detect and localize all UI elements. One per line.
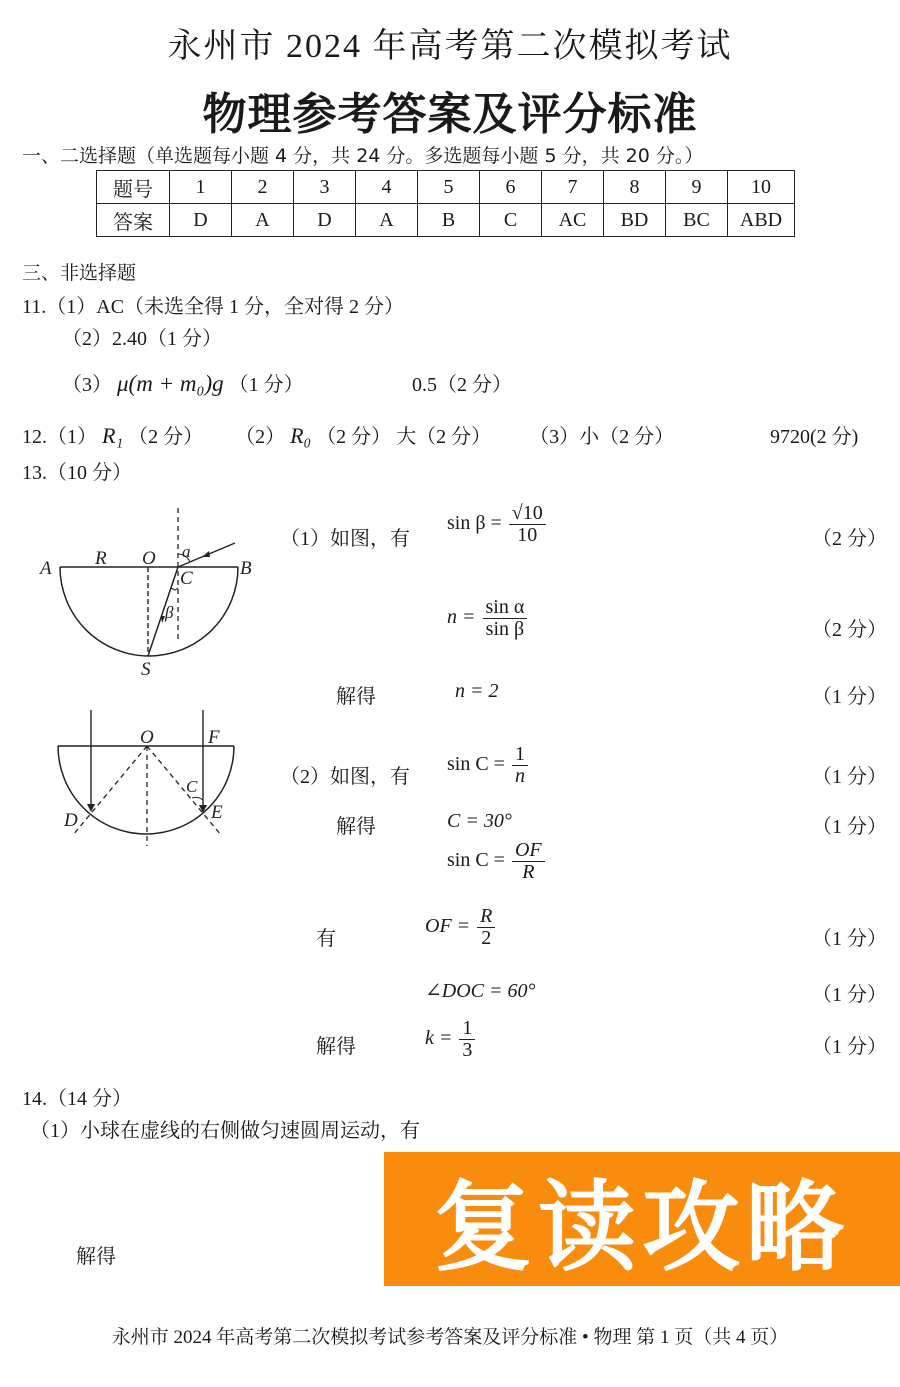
label-F: F (208, 727, 220, 748)
q13-eq-sin-beta: sin β = $\frac{√10}{10}$ (447, 503, 548, 546)
score: （1 分） (812, 984, 887, 1006)
q11-formula: μ(m + m₀)g (117, 371, 224, 396)
label-C: C (186, 777, 198, 796)
table-cell: 2 (232, 171, 294, 204)
table-cell: A (356, 204, 418, 237)
table-cell: AC (542, 204, 604, 237)
page-footer: 永州市 2024 年高考第二次模拟考试参考答案及评分标准 • 物理 第 1 页（共 4 页） (111, 1327, 789, 1348)
label-B: B (240, 558, 252, 579)
q11-part2: （2）2.40（1 分） (62, 328, 222, 350)
label-beta: β (165, 603, 174, 622)
score: （1 分） (812, 686, 887, 708)
solve-label: 解得 (336, 816, 376, 838)
label-A: A (40, 558, 52, 579)
score: （1 分） (812, 766, 887, 788)
solve-label: 解得 (76, 1246, 116, 1268)
table-cell: 4 (356, 171, 418, 204)
watermark-banner: 复读攻略 (384, 1152, 900, 1286)
q12-p2-answer: R₀ (290, 423, 312, 448)
table-cell: ABD (728, 204, 795, 237)
score: （2 分） (812, 619, 887, 641)
table-cell: BD (604, 204, 666, 237)
q12-p1-score: （2 分） (128, 426, 204, 448)
label-E: E (211, 802, 223, 823)
q13-eq-sinC-OF: sin C = $\frac{OF}{R}$ (447, 840, 547, 883)
label-C: C (180, 568, 193, 589)
q12-p3: （3）小（2 分） (529, 426, 675, 448)
q12-p2-score: （2 分） (316, 426, 392, 448)
q11-part1: 11.（1）AC（未选全得 1 分，全对得 2 分） (22, 296, 405, 318)
q13-eq-sinC: sin C = $\frac{1}{n}$ (447, 744, 530, 787)
q13-eq-n: n = $\frac{\text{sin α}}{\text{sin β}}$ (447, 597, 529, 640)
table-cell: D (170, 204, 232, 237)
q12-p1-answer: R₁ (102, 423, 124, 448)
table-cell: B (418, 204, 480, 237)
q12-p1: （1） (47, 426, 97, 448)
q13-eq-k: k = $\frac{1}{3}$ (425, 1018, 477, 1061)
refraction-diagram-2 (40, 700, 260, 860)
q11-part3-answer2: 0.5（2 分） (412, 374, 512, 396)
q11-part3-prefix: （3） (62, 374, 112, 396)
q13-part1-intro: （1）如图，有 (280, 528, 410, 550)
table-cell: 9 (666, 171, 728, 204)
label-alpha: a (182, 542, 191, 561)
score: （2 分） (812, 528, 887, 550)
q12-p4: 9720(2 分) (770, 426, 859, 448)
solve-label: 解得 (336, 686, 376, 708)
row-label: 答案 (97, 204, 170, 237)
q13-eq-angle: ∠DOC = 60° (425, 980, 536, 1002)
section1-heading: 一、二选择题（单选题每小题 4 分，共 24 分。多选题每小题 5 分，共 20 分。） (22, 145, 704, 167)
q13-eq-n-result: n = 2 (455, 680, 499, 702)
q11-part3 (62, 368, 304, 397)
q12-line (22, 420, 674, 449)
q13-eq-C: C = 30° (447, 810, 512, 832)
table-cell: 1 (170, 171, 232, 204)
exam-title: 永州市 2024 年高考第二次模拟考试 (167, 28, 733, 65)
q11-score: （1 分） (228, 374, 304, 396)
answer-table (96, 170, 795, 237)
solve-label: 解得 (316, 1036, 356, 1058)
section3-heading: 三、非选择题 (22, 262, 137, 284)
document-title: 物理参考答案及评分标准 (202, 89, 698, 140)
q13-heading: 13.（10 分） (22, 462, 132, 484)
q14-part1: （1）小球在虚线的右侧做匀速圆周运动，有 (30, 1120, 420, 1142)
table-cell: A (232, 204, 294, 237)
table-cell: 7 (542, 171, 604, 204)
score: （1 分） (812, 928, 887, 950)
label-R: R (95, 548, 107, 569)
label-O: O (142, 548, 156, 569)
table-cell: 3 (294, 171, 356, 204)
table-cell: C (480, 204, 542, 237)
q12-p2: （2） (235, 426, 286, 448)
table-row-numbers (97, 171, 795, 204)
q12-p2b: 大（2 分） (396, 426, 492, 448)
table-cell: 8 (604, 171, 666, 204)
label-D: D (64, 810, 78, 831)
table-cell: 10 (728, 171, 795, 204)
q13-eq-OF: OF = $\frac{R}{2}$ (425, 906, 497, 949)
score: （1 分） (812, 816, 887, 838)
table-cell: 6 (480, 171, 542, 204)
label-S: S (141, 659, 151, 680)
q14-heading: 14.（14 分） (22, 1088, 132, 1110)
q12-number: 12. (22, 426, 47, 448)
table-cell: 5 (418, 171, 480, 204)
have-label: 有 (316, 928, 336, 950)
table-row-answers (97, 204, 795, 237)
table-cell: BC (666, 204, 728, 237)
refraction-diagram-1 (30, 500, 270, 690)
score: （1 分） (812, 1036, 887, 1058)
row-label: 题号 (97, 171, 170, 204)
label-O: O (140, 727, 154, 748)
q13-part2-intro: （2）如图，有 (280, 766, 410, 788)
table-cell: D (294, 204, 356, 237)
